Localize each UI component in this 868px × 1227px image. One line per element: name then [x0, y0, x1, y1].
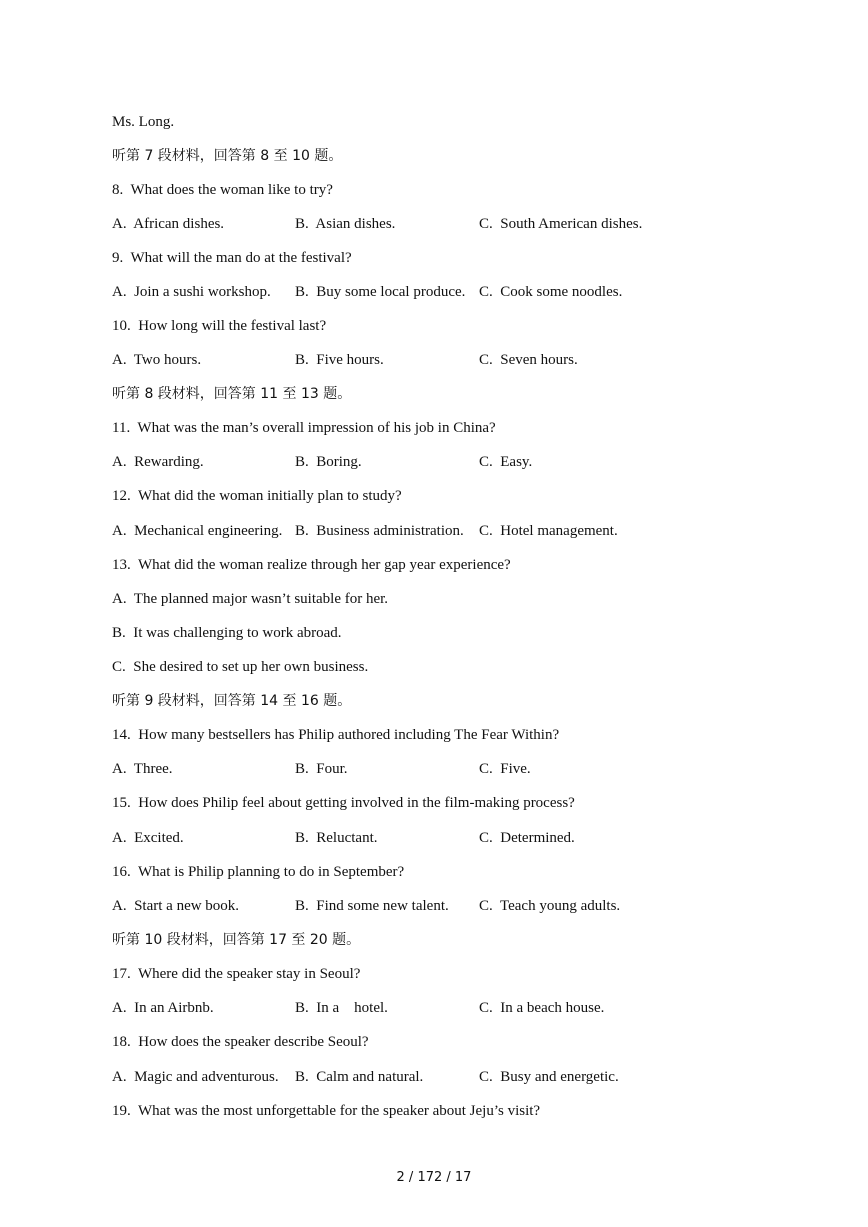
question-11: 11. What was the man’s overall impression of his job in China? — [112, 420, 496, 436]
q13-option-c: C. She desired to set up her own business. — [112, 659, 369, 675]
q16-option-b: B. Find some new talent. — [295, 898, 449, 914]
q18-option-c: C. Busy and energetic. — [479, 1069, 619, 1085]
q12-option-c: C. Hotel management. — [479, 523, 618, 539]
q16-option-c: C. Teach young adults. — [479, 898, 621, 914]
question-16: 16. What is Philip planning to do in September? — [112, 864, 405, 880]
q15-option-b: B. Reluctant. — [295, 830, 378, 846]
q10-option-c: C. Seven hours. — [479, 352, 578, 368]
q14-option-c: C. Five. — [479, 761, 531, 777]
question-8: 8. What does the woman like to try? — [112, 182, 333, 198]
q18-option-a: A. Magic and adventurous. — [112, 1069, 279, 1085]
page-number-footer: 2 / 172 / 17 — [396, 1170, 472, 1185]
q9-option-b: B. Buy some local produce. — [295, 284, 466, 300]
question-13: 13. What did the woman realize through her gap year experience? — [112, 557, 511, 573]
q12-option-a: A. Mechanical engineering. — [112, 523, 283, 539]
q12-option-b: B. Business administration. — [295, 523, 464, 539]
q17-option-b: B. In a hotel. — [295, 1000, 388, 1016]
q9-option-a: A. Join a sushi workshop. — [112, 284, 271, 300]
section-heading-10: 听第 10 段材料，回答第 17 至 20 题。 — [112, 932, 361, 948]
q18-option-b: B. Calm and natural. — [295, 1069, 424, 1085]
q13-option-b: B. It was challenging to work abroad. — [112, 625, 342, 641]
question-9: 9. What will the man do at the festival? — [112, 250, 352, 266]
question-14: 14. How many bestsellers has Philip authored including The Fear Within? — [112, 727, 560, 743]
q13-option-a: A. The planned major wasn’t suitable for her. — [112, 591, 389, 607]
question-18: 18. How does the speaker describe Seoul? — [112, 1034, 369, 1050]
question-10: 10. How long will the festival last? — [112, 318, 327, 334]
q8-option-c: C. South American dishes. — [479, 216, 643, 232]
q14-option-a: A. Three. — [112, 761, 173, 777]
q8-option-a: A. African dishes. — [112, 216, 225, 232]
question-19: 19. What was the most unforgettable for the speaker about Jeju’s visit? — [112, 1103, 541, 1119]
q11-option-b: B. Boring. — [295, 454, 362, 470]
section-heading-8: 听第 8 段材料，回答第 11 至 13 题。 — [112, 386, 352, 402]
q9-option-c: C. Cook some noodles. — [479, 284, 623, 300]
q11-option-c: C. Easy. — [479, 454, 533, 470]
section-heading-7: 听第 7 段材料，回答第 8 至 10 题。 — [112, 148, 343, 164]
q11-option-a: A. Rewarding. — [112, 454, 204, 470]
question-17: 17. Where did the speaker stay in Seoul? — [112, 966, 361, 982]
q14-option-b: B. Four. — [295, 761, 348, 777]
q10-option-b: B. Five hours. — [295, 352, 384, 368]
question-15: 15. How does Philip feel about getting involved in the film-making process? — [112, 795, 575, 811]
q15-option-c: C. Determined. — [479, 830, 575, 846]
q10-option-a: A. Two hours. — [112, 352, 202, 368]
question-12: 12. What did the woman initially plan to study? — [112, 488, 402, 504]
intro-line: Ms. Long. — [112, 114, 175, 130]
q17-option-c: C. In a beach house. — [479, 1000, 605, 1016]
q16-option-a: A. Start a new book. — [112, 898, 240, 914]
q17-option-a: A. In an Airbnb. — [112, 1000, 214, 1016]
q15-option-a: A. Excited. — [112, 830, 184, 846]
section-heading-9: 听第 9 段材料，回答第 14 至 16 题。 — [112, 693, 352, 709]
q8-option-b: B. Asian dishes. — [295, 216, 396, 232]
